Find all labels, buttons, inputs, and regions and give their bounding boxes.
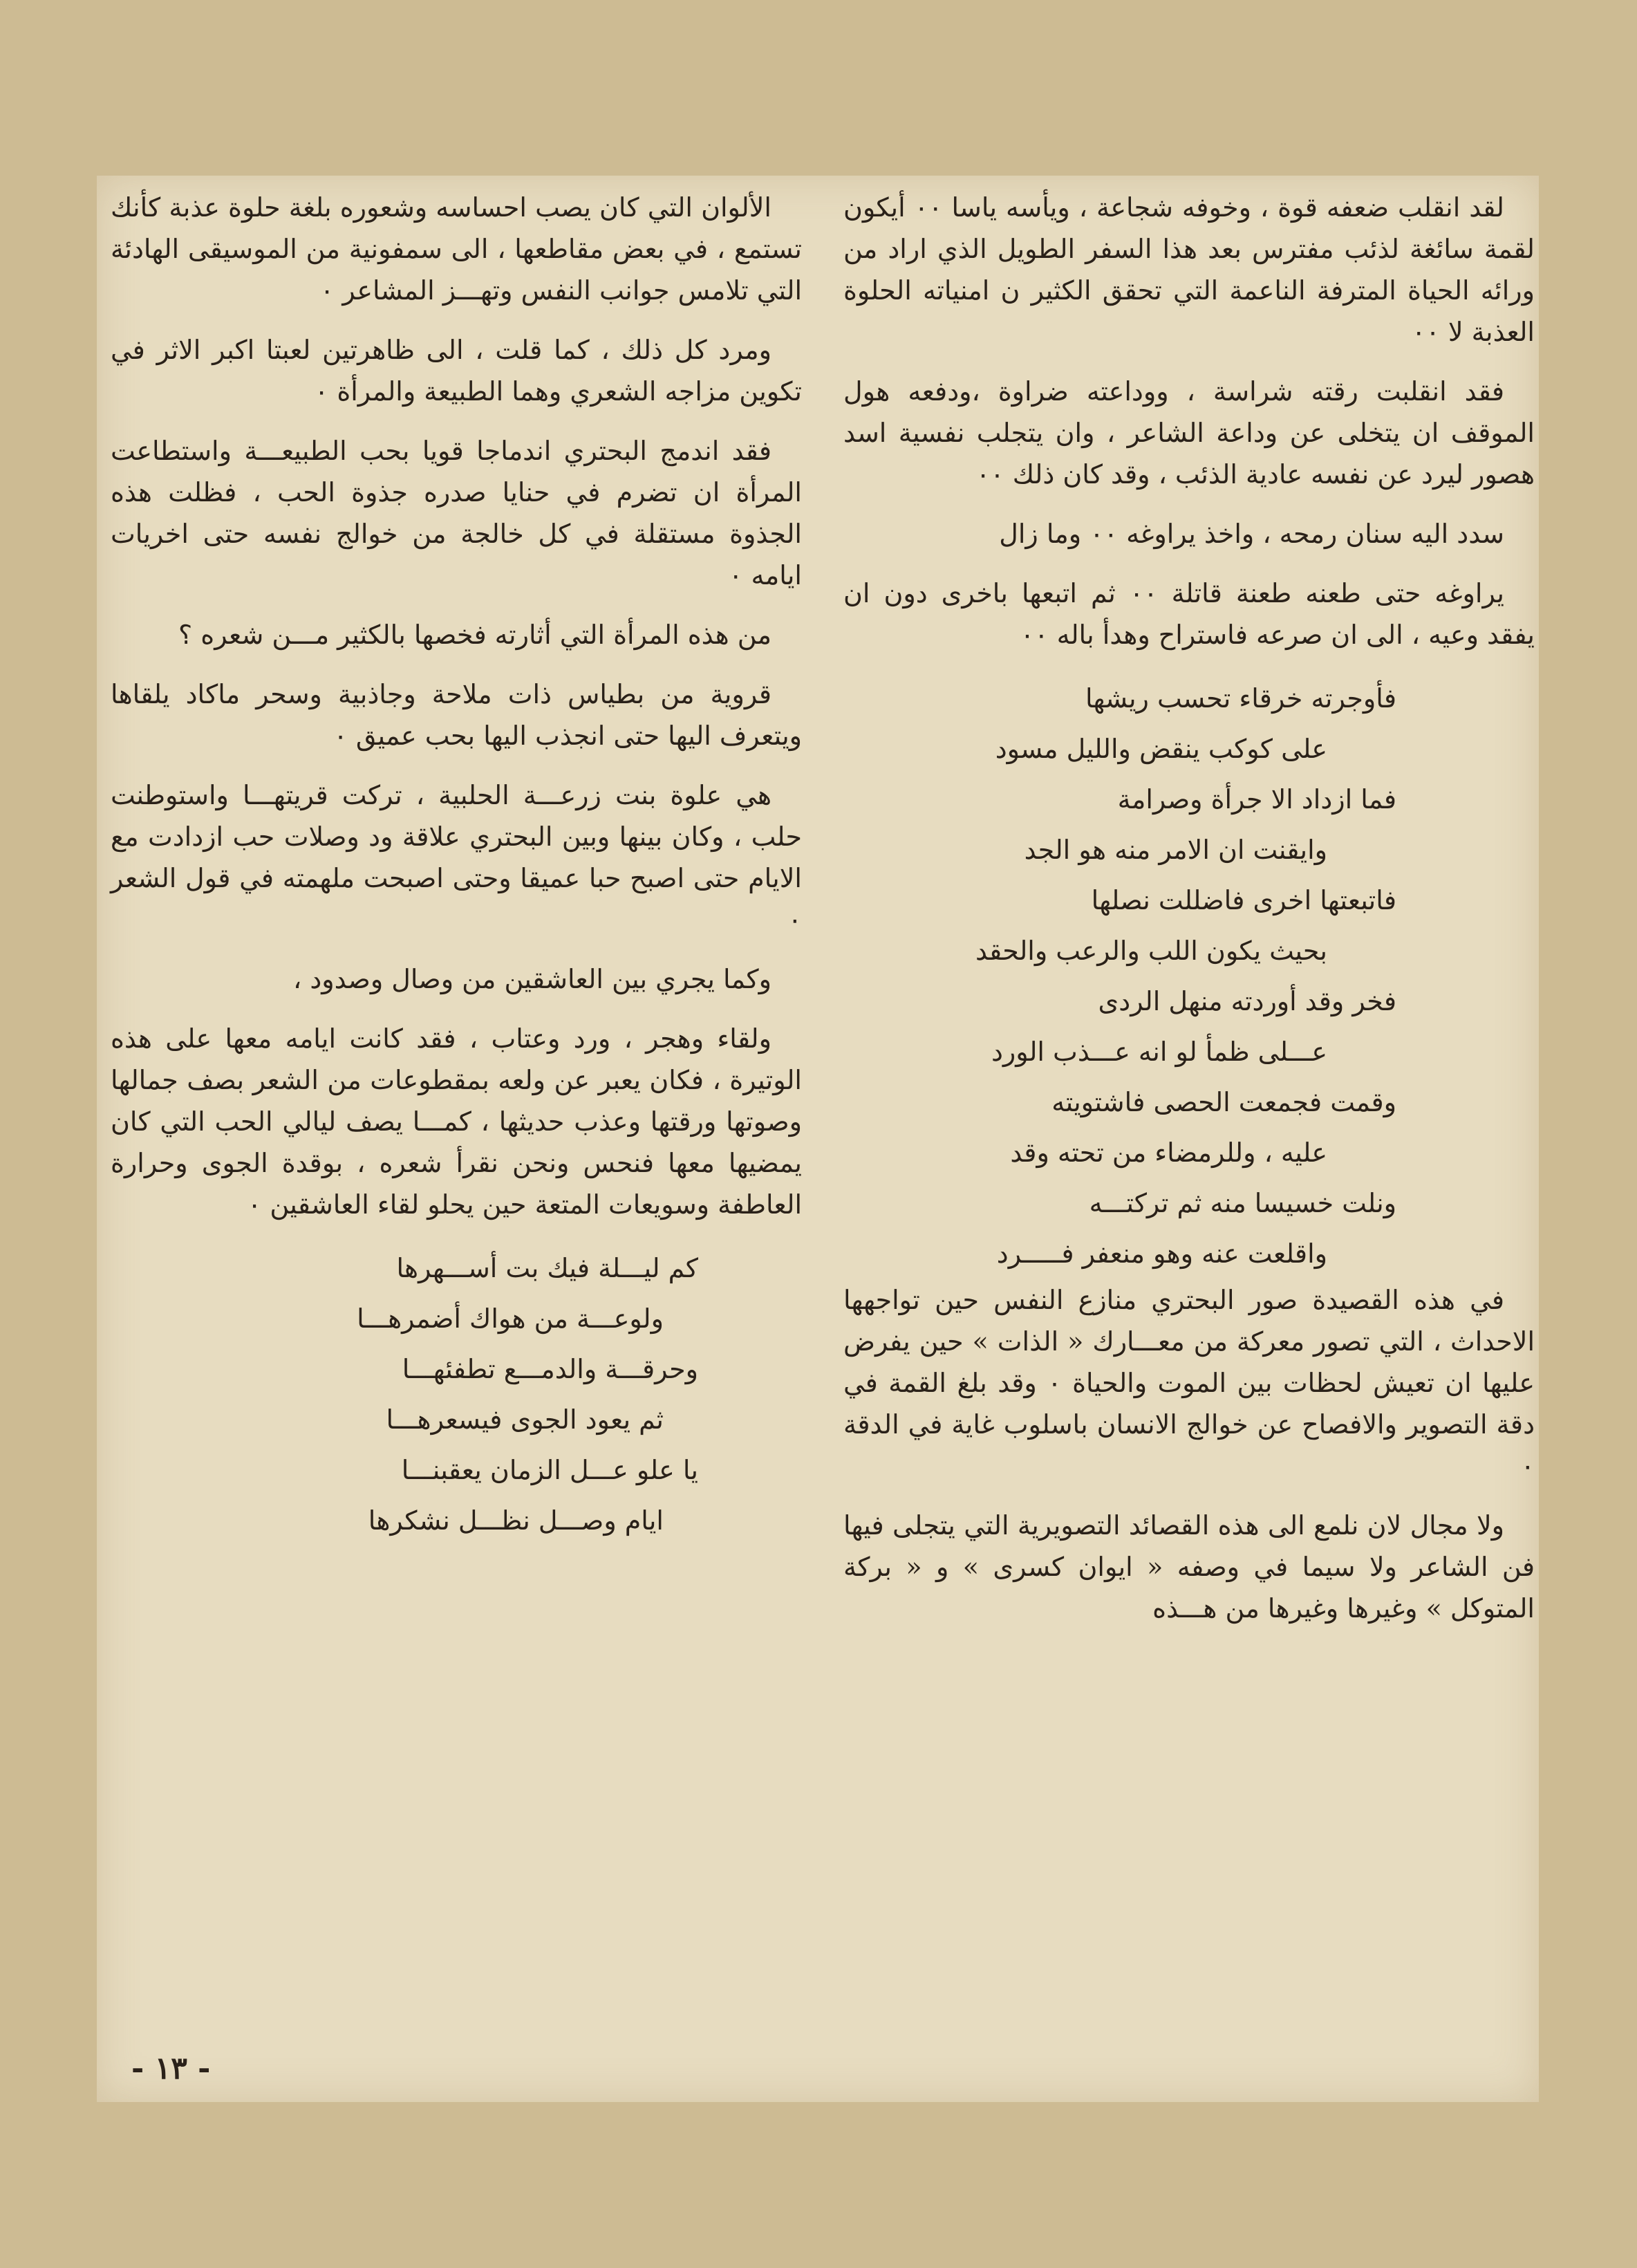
paragraph: ولا مجال لان نلمع الى هذه القصائد التصويرية التي يتجلى فيها فن الشاعر ولا سيما في وصفه « ايوان كسرى » و « بركة المتوكل » وغيرها وغيرها من هـــذه bbox=[843, 1510, 1535, 1624]
verse-line: فما ازداد الا جرأة وصرامة bbox=[1117, 784, 1396, 815]
verse-line: ولوعـــة من هواك أضمرهـــا bbox=[357, 1303, 664, 1334]
verse-line: وايقنت ان الامر منه هو الجد bbox=[1024, 835, 1327, 865]
verse-line: ثم يعود الجوى فيسعرهـــا bbox=[386, 1404, 664, 1435]
verse-line: فاتبعتها اخرى فاضللت نصلها bbox=[1091, 885, 1396, 915]
right-column bbox=[843, 187, 1535, 1647]
paragraph: فقد انقلبت رقته شراسة ، ووداعته ضراوة ،ودفعه هول الموقف ان يتخلى عن وداعة الشاعر ، وان يتجلب نفسية اسد هصور ليرد عن نفسه عادية الذئب ، وقد كان ذلك ٠٠ bbox=[843, 376, 1535, 490]
paragraph: يراوغه حتى طعنه طعنة قاتلة ٠٠ ثم اتبعها باخرى دون ان يفقد وعيه ، الى ان صرعه فاستراح وهدأ باله ٠٠ bbox=[843, 578, 1535, 650]
verse-line: يا علو عـــل الزمان يعقبنـــا bbox=[401, 1455, 698, 1485]
paragraph: وكما يجري بين العاشقين من وصال وصدود ، bbox=[292, 964, 771, 994]
verse-line: كم ليـــلة فيك بت أســـهرها bbox=[396, 1253, 698, 1283]
verse-line: بحيث يكون اللب والرعب والحقد bbox=[975, 936, 1327, 966]
poem-verse bbox=[111, 1243, 802, 1546]
paragraph: ومرد كل ذلك ، كما قلت ، الى ظاهرتين لعبتا اكبر الاثر في تكوين مزاجه الشعري وهما الطبيعة والمرأة ٠ bbox=[111, 335, 802, 407]
verse-line: ايام وصـــل نظـــل نشكرها bbox=[368, 1505, 664, 1536]
paragraph: من هذه المرأة التي أثارته فخصها بالكثير مـــن شعره ؟ bbox=[178, 620, 771, 650]
paragraph: الألوان التي كان يصب احساسه وشعوره بلغة حلوة عذبة كأنك تستمع ، في بعض مقاطعها ، الى سمفونية من الموسيقى الهادئة التي تلامس جوانب النفس وتهـــز المشاعر ٠ bbox=[111, 192, 802, 306]
verse-line: وقمت فجمعت الحصى فاشتويته bbox=[1051, 1087, 1396, 1117]
page-number: - ١٣ - bbox=[131, 2051, 211, 2086]
paragraph: فقد اندمج البحتري اندماجا قويا بحب الطبيعـــة واستطاعت المرأة ان تضرم في حنايا صدره جذوة الحب ، فظلت هذه الجذوة مستقلة في كل خالجة من خوالج نفسه حتى اخريات ايامه ٠ bbox=[111, 436, 802, 591]
paragraph: في هذه القصيدة صور البحتري منازع النفس حين تواجهها الاحداث ، التي تصور معركة من معـــارك « الذات » حين يفرض عليها ان تعيش لحظات بين الموت والحياة ٠ وقد بلغ القمة في دقة التصوير والافصاح عن خوالج الانسان باسلوب غاية في الدقة ٠ bbox=[843, 1285, 1535, 1481]
verse-line: عـــلى ظمأ لو انه عـــذب الورد bbox=[991, 1037, 1327, 1067]
paragraph: سدد اليه سنان رمحه ، واخذ يراوغه ٠٠ وما زال bbox=[999, 519, 1504, 549]
verse-line: فأوجرته خرقاء تحسب ريشها bbox=[1085, 683, 1396, 714]
paragraph: هي علوة بنت زرعـــة الحلبية ، تركت قريتهـــا واستوطنت حلب ، وكان بينها وبين البحتري علاقة ود وصلات حب ازدادت مع الايام حتى اصبح حبا عميقا وحتى اصبحت ملهمته في قول الشعر ٠ bbox=[111, 780, 802, 935]
paragraph: ولقاء وهجر ، ورد وعتاب ، فقد كانت ايامه معها على هذه الوتيرة ، فكان يعبر عن ولعه بمقطوعات من الشعر بصف جمالها وصوتها ورقتها وعذب حديثها ، كمـــا يصف ليالي الحب التي كان يمضيها معها فنحس ونحن نقرأ شعره ، بوقدة الجوى وحرارة العاطفة وسويعات المتعة حين يحلو لقاء العاشقين ٠ bbox=[111, 1023, 802, 1220]
left-column bbox=[111, 187, 802, 1546]
verse-line: ونلت خسيسا منه ثم تركتـــه bbox=[1089, 1188, 1396, 1218]
paragraph: لقد انقلب ضعفه قوة ، وخوفه شجاعة ، ويأسه ياسا ٠٠ أيكون لقمة سائغة لذئب مفترس بعد هذا السفر الطويل الذي اراد من ورائه الحياة المترفة الناعمة التي تحقق الكثير ن امنياته الحلوة العذبة لا ٠٠ bbox=[843, 192, 1535, 347]
verse-line: على كوكب ينقض والليل مسود bbox=[995, 734, 1327, 764]
verse-line: وحرقـــة والدمـــع تطفئهـــا bbox=[402, 1354, 698, 1384]
verse-line: واقلعت عنه وهو منعفر فـــــرد bbox=[996, 1238, 1327, 1269]
verse-line: فخر وقد أوردته منهل الردى bbox=[1098, 986, 1396, 1016]
poem-verse bbox=[843, 673, 1535, 1279]
verse-line: عليه ، وللرمضاء من تحته وقد bbox=[1010, 1137, 1327, 1168]
paragraph: قروية من بطياس ذات ملاحة وجاذبية وسحر ماكاد يلقاها ويتعرف اليها حتى انجذب اليها بحب عميق ٠ bbox=[111, 679, 802, 751]
